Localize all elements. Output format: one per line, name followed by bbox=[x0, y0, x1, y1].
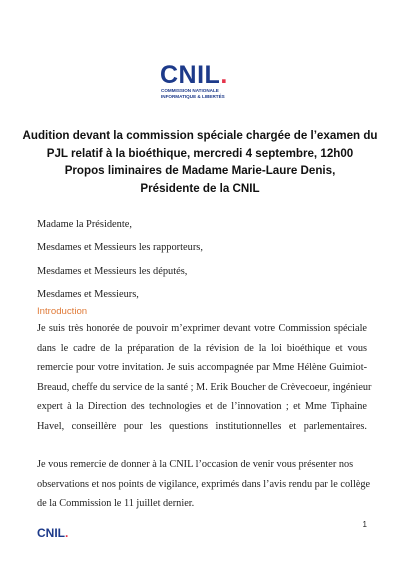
title-line: PJL relatif à la bioéthique, mercredi 4 septembre, 12h00 bbox=[46, 146, 354, 160]
title-line: Propos liminaires de Madame Marie-Laure Denis, bbox=[64, 164, 336, 177]
title-line: Présidente de la CNIL bbox=[140, 181, 260, 195]
footer-logo-word: CNIL bbox=[37, 526, 65, 540]
paragraph-line: expert à la Direction des technologies et de l’innovation ; et Mme Tiphaine bbox=[37, 401, 367, 412]
salutations bbox=[37, 213, 203, 307]
paragraph-line: remercie pour votre invitation. Je suis accompagnée par Mme Hélène Guimiot- bbox=[37, 362, 367, 373]
paragraph-line: Je suis très honorée de pouvoir m’exprimer devant votre Commission spéciale bbox=[37, 323, 367, 334]
thanks-paragraph bbox=[37, 455, 371, 514]
salutation-line: Mesdames et Messieurs les députés, bbox=[37, 265, 188, 277]
introduction-paragraph bbox=[37, 319, 372, 436]
paragraph-line: Breaud, cheffe du service de la santé ; M. Erik Boucher de Crèvecoeur, ingénieur bbox=[37, 381, 372, 393]
document-title bbox=[20, 127, 380, 197]
paragraph-line: Havel, conseillère pour les questions institutionnelles et parlementaires. bbox=[37, 420, 367, 432]
section-heading: Introduction bbox=[37, 306, 88, 317]
logo-word-text: CNIL bbox=[160, 61, 221, 89]
title-line: Audition devant la commission spéciale chargée de l’examen du bbox=[22, 129, 378, 142]
logo-dot: . bbox=[220, 61, 228, 89]
logo-subtitle-line: COMMISSION NATIONALE bbox=[161, 88, 219, 93]
salutation-line: Madame la Présidente, bbox=[37, 219, 132, 230]
paragraph-line: observations et nos points de vigilance, exprimés dans l’avis rendu par le collège bbox=[37, 478, 371, 490]
salutation-line: Mesdames et Messieurs, bbox=[37, 289, 139, 301]
page-number: 1 bbox=[362, 520, 367, 529]
cnil-logo bbox=[160, 62, 240, 99]
logo-subtitle bbox=[161, 88, 240, 99]
salutation-line: Mesdames et Messieurs les rapporteurs, bbox=[37, 242, 203, 254]
footer-logo-dot: . bbox=[65, 526, 69, 540]
paragraph-line: de la Commission le 11 juillet dernier. bbox=[37, 498, 195, 509]
logo-wordmark bbox=[160, 62, 240, 88]
footer-logo bbox=[37, 526, 68, 540]
paragraph-line: dans le cadre de la préparation de la révision de la loi bioéthique et vous bbox=[37, 342, 367, 354]
paragraph-line: Je vous remercie de donner à la CNIL l’occasion de venir vous présenter nos bbox=[37, 459, 354, 470]
logo-subtitle-line: INFORMATIQUE & LIBERTÉS bbox=[161, 93, 225, 99]
